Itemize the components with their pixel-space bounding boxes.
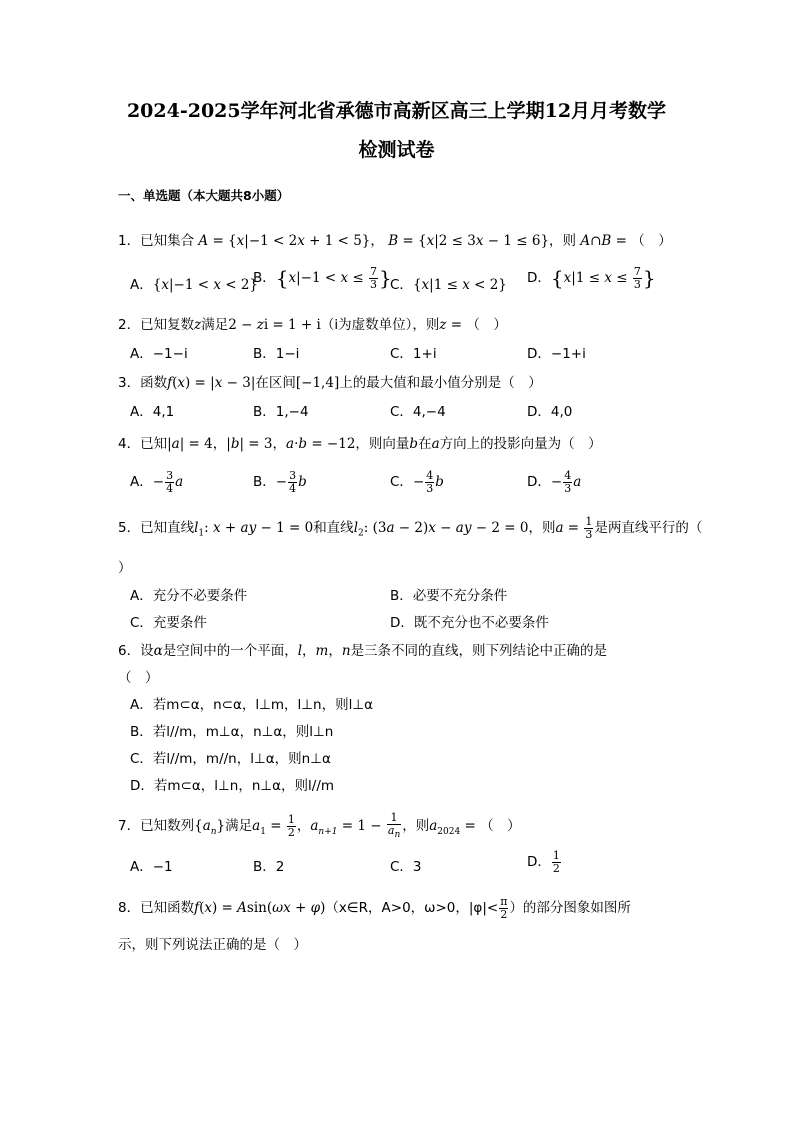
q3-option-d[interactable]: D．4,0 xyxy=(527,404,573,420)
q3-option-a[interactable]: A．4,1 xyxy=(130,404,175,420)
q4-option-d[interactable]: D．− $\frac{4}{3}$ a xyxy=(527,469,582,495)
question-6: 6．设α是空间中的一个平面，l，m，n是三条不同的直线，则下列结论中正确的是 xyxy=(118,643,608,659)
q7-option-c[interactable]: C．3 xyxy=(390,859,422,875)
q1-option-d[interactable]: D．{x|1 ≤ x ≤ $\frac{7}{3}$ } xyxy=(527,265,656,291)
q6-option-b[interactable]: B．若l//m，m⊥α，n⊥α，则l⊥n xyxy=(130,724,334,740)
q2-option-d[interactable]: D．−1+i xyxy=(527,346,586,362)
question-5-end: ） xyxy=(118,560,132,576)
question-4: 4．已知|a| = 4，|b| = 3，a·b = −12，则向量b在a方向上的投影向量为（ ） xyxy=(118,436,602,452)
question-8-end: 示，则下列说法正确的是（ ） xyxy=(118,937,307,953)
q3-option-c[interactable]: C．4,−4 xyxy=(390,404,446,420)
question-1: 1．已知集合 A = {x|−1 < 2x + 1 < 5}， B = {x|2 ≤ 3x − 1 ≤ 6}，则 A∩B = （ ） xyxy=(118,233,672,249)
q4-option-c[interactable]: C．− $\frac{4}{3}$ b xyxy=(390,469,444,495)
q5-option-b[interactable]: B．必要不充分条件 xyxy=(390,588,508,604)
q3-option-b[interactable]: B．1,−4 xyxy=(253,404,309,420)
q1-option-a[interactable]: A．{x|−1 < x < 2} xyxy=(130,277,259,293)
q6-option-c[interactable]: C．若l//m，m//n，l⊥α，则n⊥α xyxy=(130,751,331,767)
q2-option-c[interactable]: C．1+i xyxy=(390,346,437,362)
section-heading: 一、单选题（本大题共8小题） xyxy=(118,188,290,203)
question-2: 2．已知复数z满足2 − zi = 1 + i（i为虚数单位），则z = （ ） xyxy=(118,317,507,333)
q7-option-a[interactable]: A．−1 xyxy=(130,859,173,875)
q5-option-d[interactable]: D．既不充分也不必要条件 xyxy=(390,615,549,631)
q1-option-b[interactable]: B．{x|−1 < x ≤ $\frac{7}{3}$ } xyxy=(253,265,392,291)
q1-option-c[interactable]: C．{x|1 ≤ x < 2} xyxy=(390,277,507,293)
q6-option-a[interactable]: A．若m⊂α，n⊂α，l⊥m，l⊥n，则l⊥α xyxy=(130,697,373,713)
q6-option-d[interactable]: D．若m⊂α，l⊥n，n⊥α，则l//m xyxy=(130,778,335,794)
question-3: 3．函数f(x) = |x − 3|在区间[−1,4]上的最大值和最小值分别是（ ） xyxy=(118,375,542,391)
q4-option-b[interactable]: B．− $\frac{3}{4}$ b xyxy=(253,469,307,495)
q2-option-b[interactable]: B．1−i xyxy=(253,346,300,362)
q5-option-c[interactable]: C．充要条件 xyxy=(130,615,207,631)
q7-option-d[interactable]: D． $\frac{1}{2}$ xyxy=(527,849,560,875)
question-5: 5．已知直线$l_1$: x + ay − 1 = 0和直线$l_2$: (3a − 2)x − ay − 2 = 0，则a = $\frac{1}{3}$ 是两直线平行的（ xyxy=(118,515,703,541)
q7-option-b[interactable]: B．2 xyxy=(253,859,285,875)
question-6-end: （ ） xyxy=(118,670,159,686)
question-7: 7．已知数列$\{a_n\}$满足$a_1$ = $\frac{1}{2}$ ，$a_{n+1} = 1$ − $\frac{1}{a_n}$ ，则$a_{2024}$ = （ ） xyxy=(118,811,521,840)
exam-title-line2: 检测试卷 xyxy=(358,139,435,161)
q5-option-a[interactable]: A．充分不必要条件 xyxy=(130,588,248,604)
q2-option-a[interactable]: A．−1−i xyxy=(130,346,188,362)
q4-option-a[interactable]: A．− $\frac{3}{4}$ a xyxy=(130,469,184,495)
question-8: 8．已知函数f(x) = Asin(ωx + φ)（x∈R，A>0，ω>0，|φ|< $\frac{\pi}{2}$ ）的部分图象如图所 xyxy=(118,895,631,921)
exam-title-line1: 2024-2025学年河北省承德市高新区高三上学期12月月考数学 xyxy=(126,100,667,122)
